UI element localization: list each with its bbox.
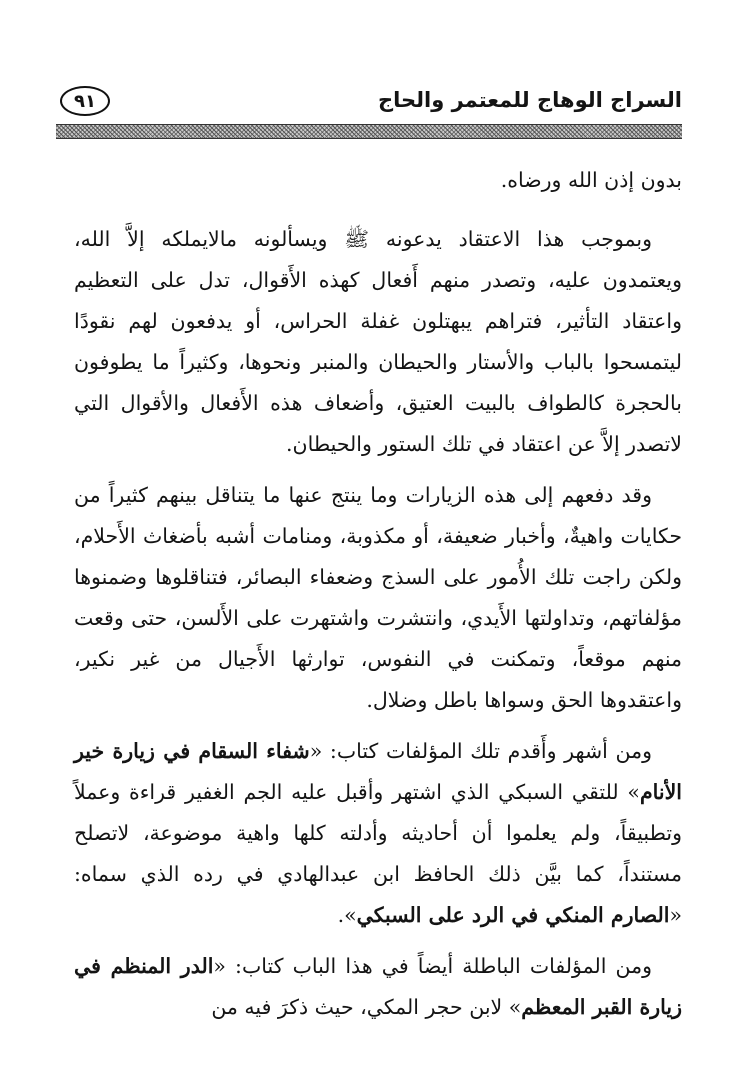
paragraph: بدون إذن الله ورضاه. xyxy=(500,168,682,192)
paragraph: وبموجب هذا الاعتقاد يدعونه ﷺ ويسألونه مالايملكه إلاَّ الله، ويعتمدون عليه، وتصدر منهم أَفعال كهذه الأَقوال، تدل على التعظيم واعتقاد التأثير، فتراهم يبهتلون غفلة الحراس، أو يدفعون لهم نقودًا ليتمسحوا بالباب والأستار والحيطان والمنبر ونحوها، وكثيراً ما يطوفون بالحجرة كالطواف بالبيت العتيق، وأضعاف هذه الأَفعال والأقوال التي لاتصدر إلاَّ عن اعتقاد في تلك الستور والحيطان. xyxy=(74,227,682,456)
paragraph-text: ». xyxy=(337,903,357,927)
page-header xyxy=(56,78,682,122)
paragraph xyxy=(74,946,682,1028)
paragraph xyxy=(74,731,682,936)
book-title: شفاء السقام في زيارة خير الأنام xyxy=(74,739,682,804)
running-title: السراج الوهاج للمعتمر والحاج xyxy=(377,88,682,112)
paragraph-text: » لابن حجر المكي، حيث ذكرَ فيه من xyxy=(211,995,522,1019)
book-title: الدر المنظم في زيارة القبر المعظم xyxy=(74,954,682,1019)
paragraph-text: ومن أشهر وأَقدم تلك المؤلفات كتاب: « xyxy=(309,739,652,763)
paragraph-text: ومن المؤلفات الباطلة أيضاً في هذا الباب كتاب: « xyxy=(213,954,652,978)
page-number: ٩١ xyxy=(60,86,110,116)
book-title: الصارم المنكي في الرد على السبكي xyxy=(356,903,670,927)
body-text xyxy=(74,160,682,1038)
paragraph-text: » للتقي السبكي الذي اشتهر وأقبل عليه الجم الغفير قراءة وعملاً وتطبيقاً، ولم يعلموا أن أحاديثه وأدلته كلها واهية موضوعة، لاتصلح مستنداً، كما بيَّن ذلك الحافظ ابن عبدالهادي في رده الذي سماه: « xyxy=(74,780,682,927)
paragraph: وقد دفعهم إلى هذه الزيارات وما ينتج عنها ما يتناقل بينهم كثيراً من حكايات واهيةٌ، وأخبار ضعيفة، أو مكذوبة، ومنامات أشبه بأضغاث الأَحلام، ولكن راجت تلك الأُمور على السذج وضعفاء البصائر، فتناقلوها وضمنوها مؤلفاتهم، وتداولتها الأَيدي، وانتشرت واشتهرت على الأَلسن، حتى وقعت منهم موقعاً، وتمكنت في النفوس، توارثها الأَجيال من غير نكير، واعتقدوها الحق وسواها باطل وضلال. xyxy=(74,483,682,712)
header-rule xyxy=(56,124,682,139)
